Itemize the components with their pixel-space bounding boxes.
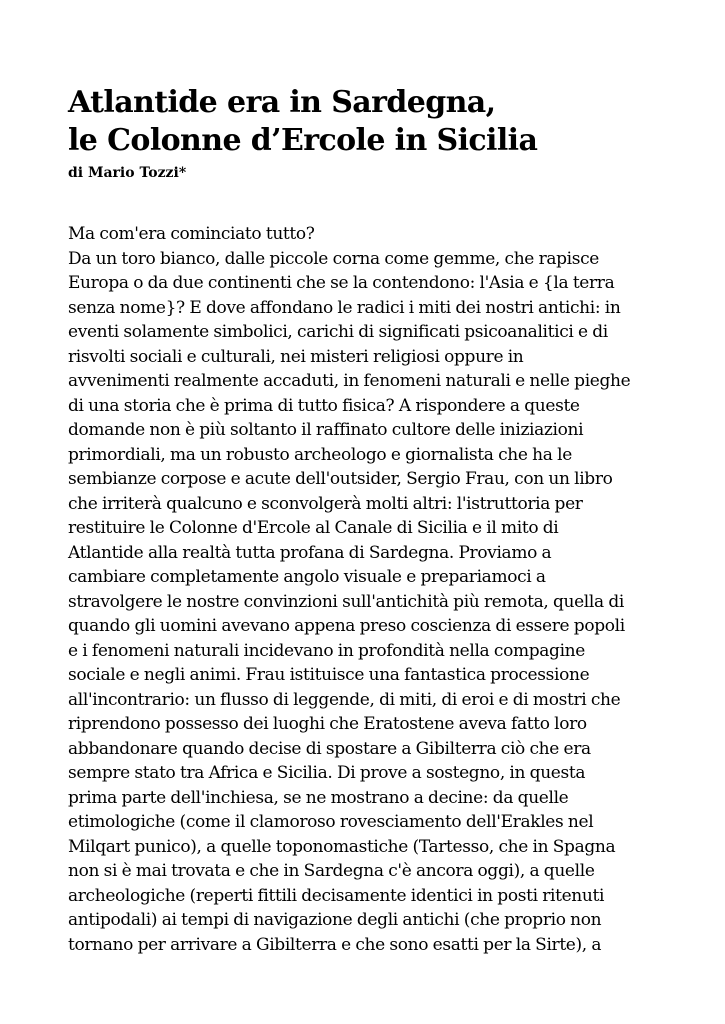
author-byline: di Mario Tozzi*	[68, 165, 187, 181]
body-text-line: Ma com'era cominciato tutto?	[68, 224, 315, 244]
title-line: Atlantide era in Sardegna,	[68, 85, 496, 120]
body-text-line: sempre stato tra Africa e Sicilia. Di prove a sostegno, in questa	[68, 763, 586, 783]
body-text-line: eventi solamente simbolici, carichi di significati psicoanalitici e di	[68, 322, 608, 342]
body-text-line: primordiali, ma un robusto archeologo e giornalista che ha le	[68, 444, 572, 465]
body-text-line: cambiare completamente angolo visuale e prepariamoci a	[68, 567, 546, 587]
body-text-line: riprendono possesso dei luoghi che Eratostene aveva fatto loro	[68, 714, 587, 734]
title-line: le Colonne d’Ercole in Sicilia	[68, 123, 538, 158]
article-title	[68, 84, 668, 160]
body-text-line: tornano per arrivare a Gibilterra e che sono esatti per la Sirte), a	[68, 934, 602, 955]
body-text-line: di una storia che è prima di tutto fisica? A rispondere a queste	[68, 395, 580, 416]
document-page	[68, 84, 668, 957]
body-text-line: sociale e negli animi. Frau istituisce una fantastica processione	[68, 665, 590, 685]
body-text-line: Da un toro bianco, dalle piccole corna come gemme, che rapisce	[68, 248, 600, 269]
body-text-line: antipodali) ai tempi di navigazione degli antichi (che proprio non	[68, 910, 602, 930]
body-text-line: abbandonare quando decise di spostare a Gibilterra ciò che era	[68, 738, 591, 759]
body-text-line: Milqart punico), a quelle toponomastiche (Tartesso, che in Spagna	[68, 836, 616, 857]
body-text-line: senza nome}? E dove affondano le radici i miti dei nostri antichi: in	[68, 297, 621, 318]
body-text-line: archeologiche (reperti fittili decisamente identici in posti ritenuti	[68, 885, 605, 906]
article-body	[68, 222, 668, 957]
body-text-line: domande non è più soltanto il raffinato cultore delle iniziazioni	[68, 420, 584, 440]
body-text-line: quando gli uomini avevano appena preso coscienza di essere popoli	[68, 616, 625, 636]
body-text-line: sembianze corpose e acute dell'outsider, Sergio Frau, con un libro	[68, 469, 613, 489]
body-text-line: stravolgere le nostre convinzioni sull'antichità più remota, quella di	[68, 591, 624, 612]
body-text-line: all'incontrario: un flusso di leggende, di miti, di eroi e di mostri che	[68, 689, 621, 710]
body-text-line: e i fenomeni naturali incidevano in profondità nella compagine	[68, 640, 585, 661]
body-text-line: avvenimenti realmente accaduti, in fenomeni naturali e nelle pieghe	[68, 371, 631, 391]
body-text-line: prima parte dell'inchiesa, se ne mostrano a decine: da quelle	[68, 787, 569, 808]
body-text-line: che irriterà qualcuno e sconvolgerà molti altri: l'istruttoria per	[68, 493, 583, 514]
body-text-line: Europa o da due continenti che se la contendono: l'Asia e {la terra	[68, 273, 615, 293]
body-text-line: Atlantide alla realtà tutta profana di Sardegna. Proviamo a	[68, 542, 552, 563]
body-text-line: risvolti sociali e culturali, nei misteri religiosi oppure in	[68, 346, 524, 367]
body-text-line: non si è mai trovata e che in Sardegna c'è ancora oggi), a quelle	[68, 861, 595, 881]
body-text-line: restituire le Colonne d'Ercole al Canale di Sicilia e il mito di	[68, 518, 559, 538]
body-text-line: etimologiche (come il clamoroso rovesciamento dell'Erakles nel	[68, 812, 594, 832]
